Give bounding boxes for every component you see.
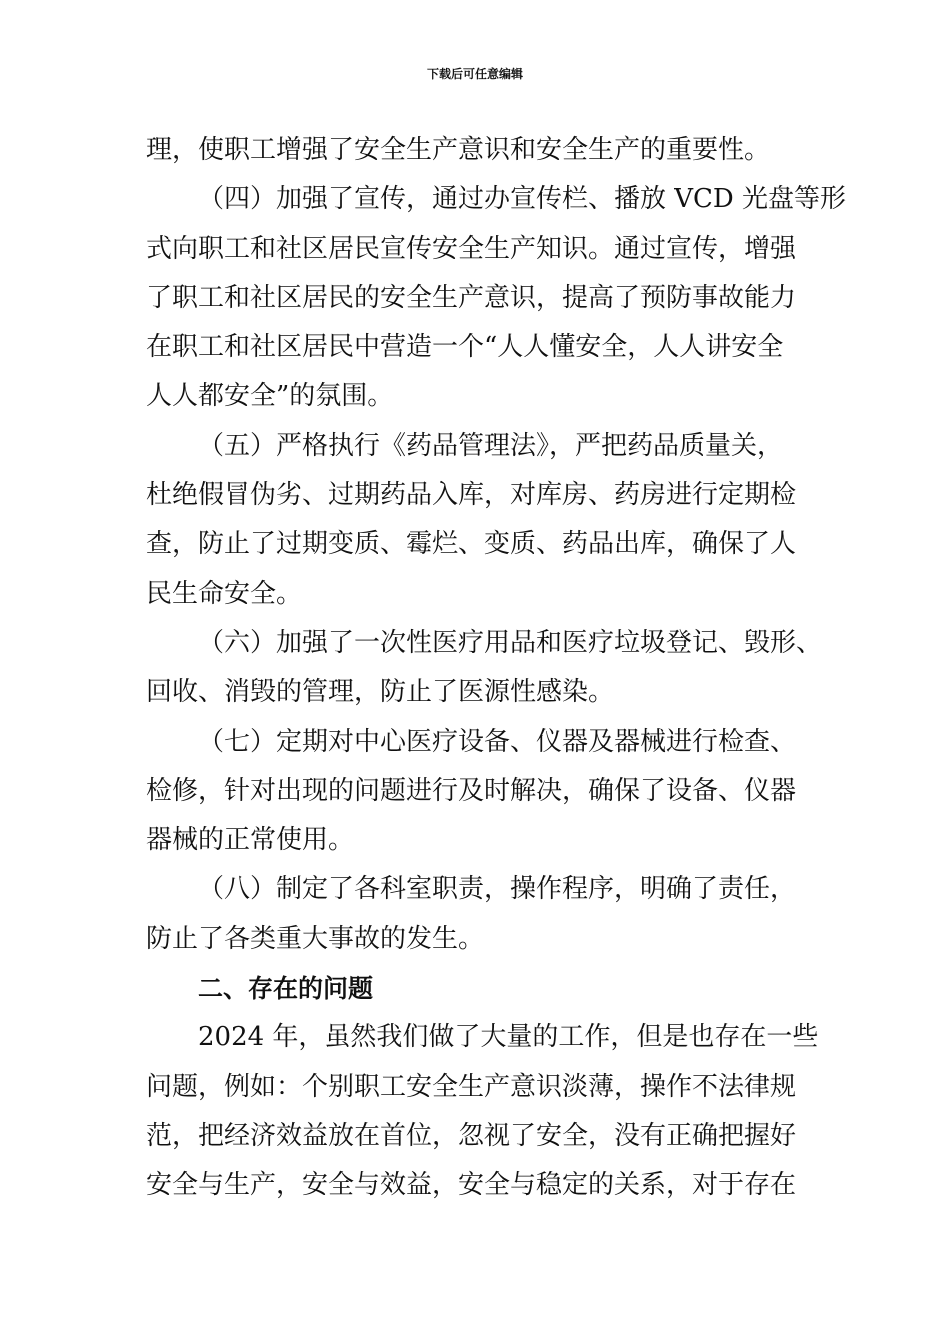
text-line: 2024 年，虽然我们做了大量的工作，但是也存在一些 (198, 1022, 819, 1053)
text-line: 式向职工和社区居民宣传安全生产知识。通过宣传，增强 (146, 233, 797, 264)
text-line: （四）加强了宣传，通过办宣传栏、播放 VCD 光盘等形 (198, 184, 847, 215)
text-line: （五）严格执行《药品管理法》，严把药品质量关， (198, 430, 784, 461)
page-header: 下载后可任意编辑 (426, 67, 523, 81)
text-line: 杜绝假冒伪劣、过期药品入库，对库房、药房进行定期检 (146, 480, 797, 511)
text-line: 回收、消毁的管理，防止了医源性感染。 (146, 677, 615, 708)
text-line: 器械的正常使用。 (146, 825, 355, 856)
text-line: 范，把经济效益放在首位，忽视了安全，没有正确把握好 (146, 1120, 797, 1151)
text-line: 人人都安全”的氛围。 (146, 381, 394, 412)
text-line: 安全与生产，安全与效益，安全与稳定的关系，对于存在 (146, 1170, 797, 1201)
text-line: （六）加强了一次性医疗用品和医疗垃圾登记、毁形、 (198, 627, 823, 658)
text-line: 防止了各类重大事故的发生。 (146, 923, 485, 954)
text-line: 在职工和社区居民中营造一个“人人懂安全，人人讲安全 (146, 332, 784, 363)
text-line: 了职工和社区居民的安全生产意识，提高了预防事故能力 (146, 282, 797, 313)
body-text (146, 126, 847, 1211)
text-line: 查，防止了过期变质、霉烂、变质、药品出库，确保了人 (146, 529, 797, 560)
text-line: 问题，例如：个别职工安全生产意识淡薄，操作不法律规 (146, 1071, 797, 1102)
text-line: 理，使职工增强了安全生产意识和安全生产的重要性。 (146, 135, 771, 165)
text-line: （八）制定了各科室职责，操作程序，明确了责任， (198, 874, 797, 905)
text-line: 民生命安全。 (146, 578, 303, 609)
text-line: 检修，针对出现的问题进行及时解决，确保了设备、仪器 (146, 775, 797, 806)
text-line: （七）定期对中心医疗设备、仪器及器械进行检查、 (198, 726, 797, 757)
section-heading: 二、存在的问题 (198, 974, 374, 1004)
